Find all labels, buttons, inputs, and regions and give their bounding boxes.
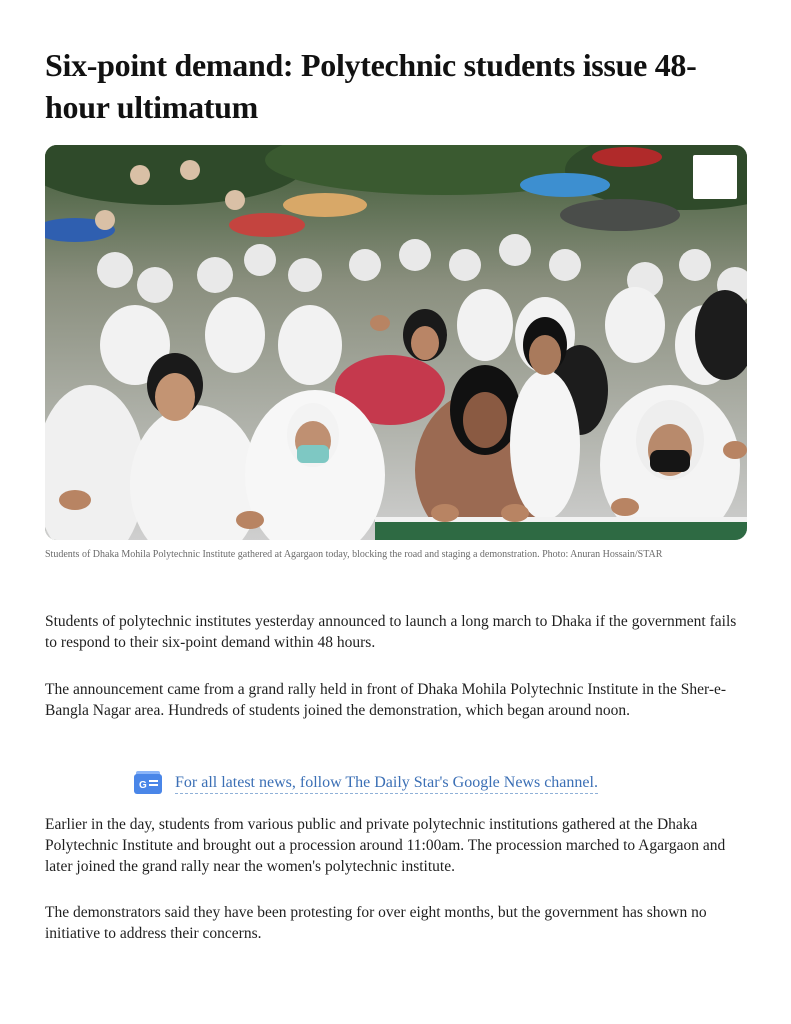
- svg-text:G: G: [139, 780, 147, 791]
- photo-badge: [693, 155, 737, 199]
- google-news-promo-text: For all latest news, follow The Daily Star's Google News channel.: [175, 773, 598, 794]
- article-paragraph-2: The announcement came from a grand rally held in front of Dhaka Mohila Polytechnic Institute in the Sher-e-Bangla Nagar area. Hundreds of students joined the demonstration, which began around noon.: [45, 681, 727, 719]
- article-photo: [45, 145, 747, 540]
- article-paragraph-3: Earlier in the day, students from various public and private polytechnic institutions gathered at the Dhaka Polytechnic Institute and brought out a procession around 11:00am. The procession marched to Agargaon and later joined the grand rally near the women's polytechnic institute.: [45, 816, 726, 875]
- article-paragraph-1: Students of polytechnic institutes yesterday announced to launch a long march to Dhaka if the government fails to respond to their six-point demand within 48 hours.: [45, 613, 737, 651]
- article-headline: Six-point demand: Polytechnic students issue 48-hour ultimatum: [45, 47, 697, 125]
- photo-caption: Students of Dhaka Mohila Polytechnic Institute gathered at Agargaon today, blocking the road and staging a demonstration. Photo: Anuran Hossain/STAR: [45, 549, 663, 560]
- google-news-icon: [133, 771, 163, 795]
- google-news-promo-link[interactable]: [133, 770, 598, 796]
- article-paragraph-4: The demonstrators said they have been protesting for over eight months, but the government has shown no initiative to address their concerns.: [45, 904, 707, 942]
